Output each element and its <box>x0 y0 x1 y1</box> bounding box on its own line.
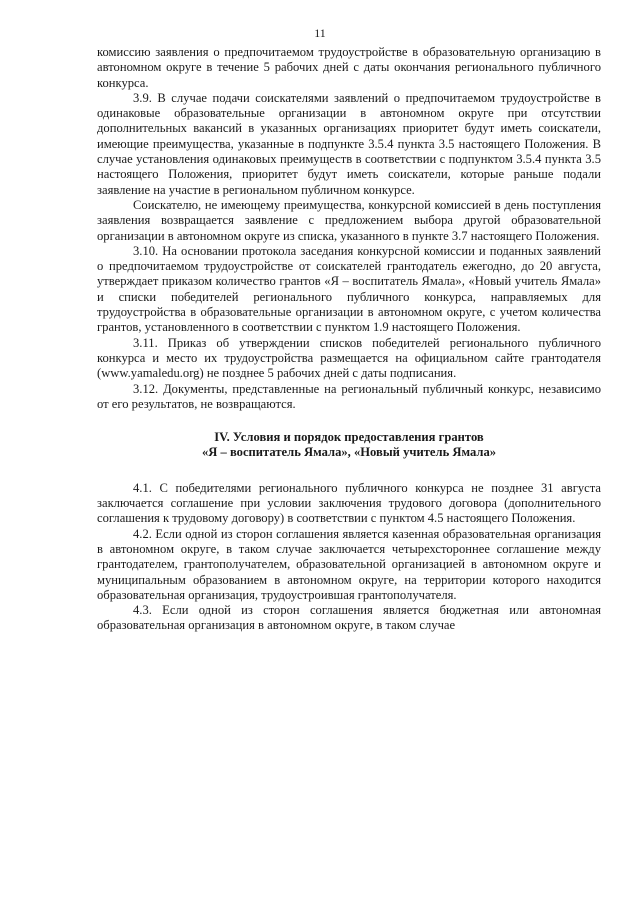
section-heading <box>97 430 601 461</box>
document-body <box>97 45 601 634</box>
paragraph: Соискателю, не имеющему преимущества, конкурсной комиссией в день поступления заявления возвращается заявление с предложением выбора другой образовательной организации в автономном округе из списка, указанного в пункте 3.7 настоящего Положения. <box>97 197 601 243</box>
page-number: 11 <box>314 26 326 40</box>
paragraph: комиссию заявления о предпочитаемом трудоустройстве в образовательную организацию в автономном округе в течение 5 рабочих дней с даты окончания регионального публичного конкурса. <box>97 45 601 90</box>
paragraph-4-2: 4.2. Если одной из сторон соглашения является казенная образовательная организация в автономном округе, в таком случае заключается четырехстороннее соглашение между грантодателем, грантополучателем, образовательной организацией в автономном округе и муниципальным образованием в автономном округе, на территории которого находится образовательная организация, трудоустроившая грантополучателя. <box>97 526 601 602</box>
paragraph-4-1: 4.1. С победителями регионального публичного конкурса не позднее 31 августа заключается соглашение при условии заключения трудового договора (дополнительного соглашения к трудовому договору) в соответствии с пунктом 4.5 настоящего Положения. <box>97 480 601 526</box>
section-heading-line-2: «Я – воспитатель Ямала», «Новый учитель Ямала» <box>201 445 497 460</box>
paragraph-4-3: 4.3. Если одной из сторон соглашения является бюджетная или автономная образовательная организация в автономном округе, в таком случае <box>97 603 601 633</box>
section-heading-line-1: IV. Условия и порядок предоставления грантов <box>214 430 484 445</box>
paragraph-3-12: 3.12. Документы, представленные на региональный публичный конкурс, независимо от его результатов, не возвращаются. <box>97 381 601 411</box>
paragraph-3-11: 3.11. Приказ об утверждении списков победителей регионального публичного конкурса и место их трудоустройства размещается на официальном сайте грантодателя (www.yamaledu.org) не позднее 5 рабочих дней с даты подписания. <box>97 335 601 381</box>
paragraph-3-9: 3.9. В случае подачи соискателями заявлений о предпочитаемом трудоустройстве в одинаковые образовательные организации в автономном округе при отсутствии дополнительных вакансий в указанных организациях приоритет будут иметь соискатели, имеющие преимущества, указанные в подпункте 3.5.4 пункта 3.5 настоящего Положения. В случае установления одинаковых преимуществ в соответствии с подпунктом 3.5.4 пункта 3.5 настоящего Положения, приоритет будут иметь соискатели, которые раньше подали заявление на участие в региональном публичном конкурсе. <box>97 90 601 197</box>
paragraph-3-10: 3.10. На основании протокола заседания конкурсной комиссии и поданных заявлений о предпочитаемом трудоустройстве от соискателей грантодатель ежегодно, до 20 августа, утверждает приказом количество грантов «Я – воспитатель Ямала», «Новый учитель Ямала» и списки победителей регионального публичного конкурса, направляемых для трудоустройства в образовательные организации в автономном округе, с учетом количества грантов, установленного в соответствии с пунктом 1.9 настоящего Положения. <box>97 243 601 335</box>
